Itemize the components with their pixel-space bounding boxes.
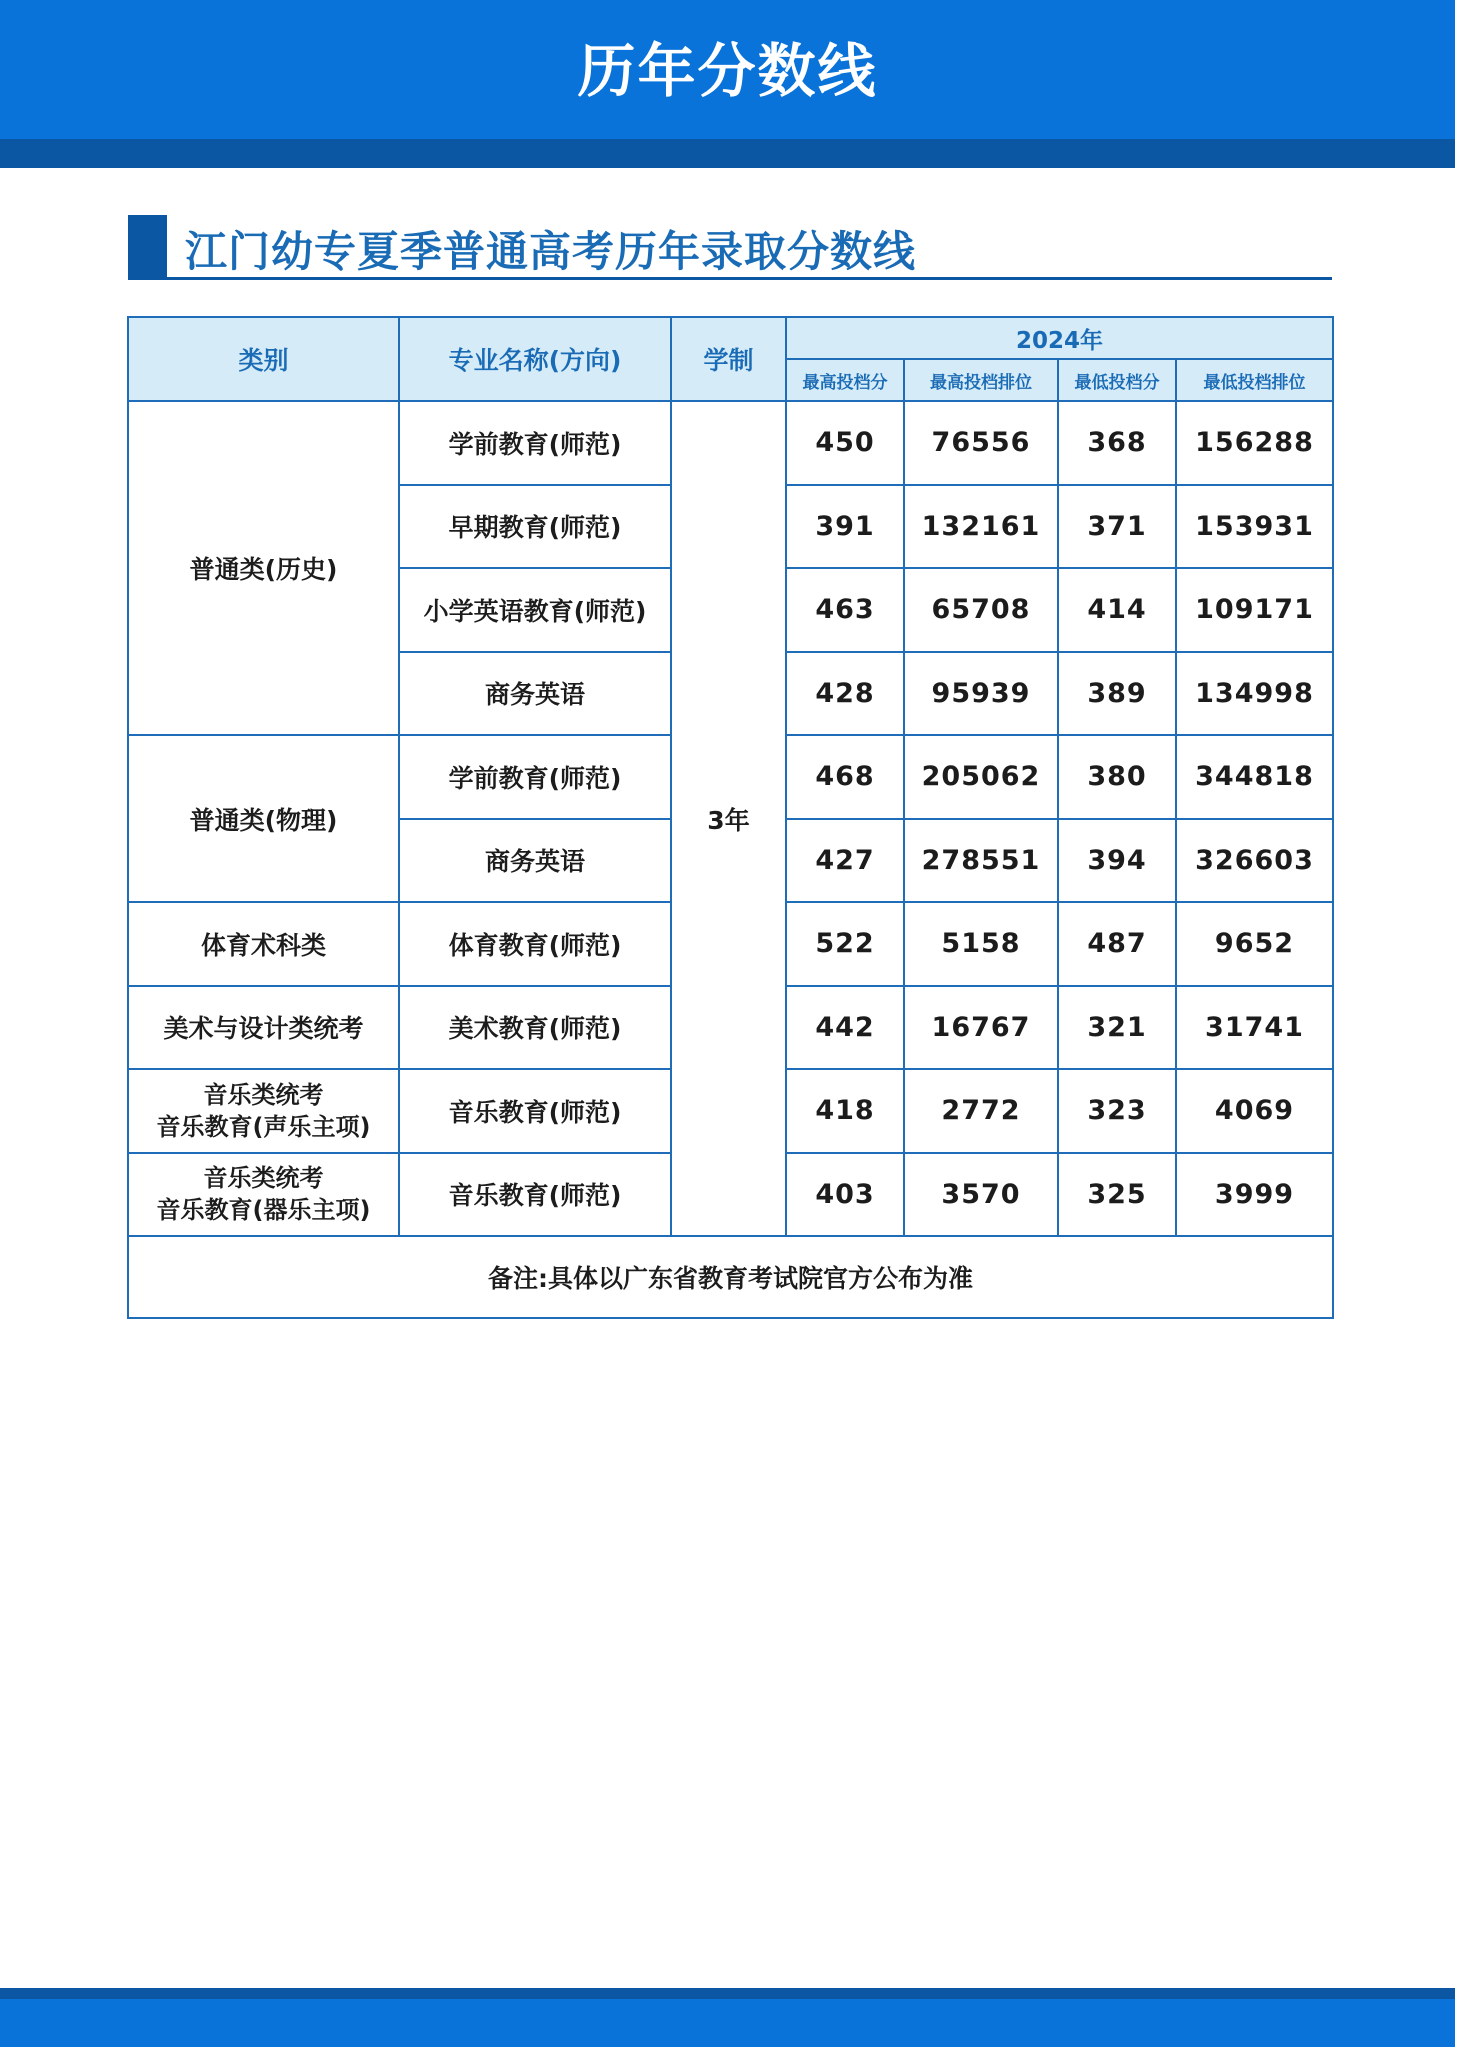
major-cell: 美术教育(师范) bbox=[399, 986, 671, 1070]
min-rank-cell: 134998 bbox=[1176, 652, 1333, 736]
header-min-rank: 最低投档排位 bbox=[1176, 359, 1333, 401]
max-score-cell: 428 bbox=[786, 652, 904, 736]
category-cell bbox=[128, 1069, 399, 1153]
major-cell: 体育教育(师范) bbox=[399, 902, 671, 986]
max-rank-cell: 95939 bbox=[904, 652, 1058, 736]
min-score-cell: 380 bbox=[1058, 735, 1176, 819]
max-rank-cell: 65708 bbox=[904, 568, 1058, 652]
header-duration: 学制 bbox=[671, 317, 786, 401]
min-rank-cell: 9652 bbox=[1176, 902, 1333, 986]
category-cell: 美术与设计类统考 bbox=[128, 986, 399, 1070]
min-score-cell: 321 bbox=[1058, 986, 1176, 1070]
min-rank-cell: 31741 bbox=[1176, 986, 1333, 1070]
page-title: 历年分数线 bbox=[577, 36, 878, 105]
max-rank-cell: 76556 bbox=[904, 401, 1058, 485]
major-cell: 商务英语 bbox=[399, 819, 671, 903]
bottom-banner bbox=[0, 1999, 1455, 2047]
max-rank-cell: 16767 bbox=[904, 986, 1058, 1070]
table-row bbox=[128, 401, 1333, 485]
header-max-score: 最高投档分 bbox=[786, 359, 904, 401]
max-rank-cell: 2772 bbox=[904, 1069, 1058, 1153]
max-rank-cell: 132161 bbox=[904, 485, 1058, 569]
major-cell: 小学英语教育(师范) bbox=[399, 568, 671, 652]
min-score-cell: 487 bbox=[1058, 902, 1176, 986]
max-rank-cell: 3570 bbox=[904, 1153, 1058, 1237]
duration-cell: 3年 bbox=[671, 401, 786, 1236]
major-cell: 音乐教育(师范) bbox=[399, 1069, 671, 1153]
section-title-text: 江门幼专夏季普通高考历年录取分数线 bbox=[185, 227, 917, 276]
category-line-2: 音乐教育(器乐主项) bbox=[156, 1196, 371, 1225]
admission-scores-table bbox=[127, 316, 1334, 1319]
max-score-cell: 463 bbox=[786, 568, 904, 652]
category-cell: 体育术科类 bbox=[128, 902, 399, 986]
min-rank-cell: 109171 bbox=[1176, 568, 1333, 652]
header-year: 2024年 bbox=[786, 317, 1333, 359]
note-row bbox=[128, 1236, 1333, 1318]
category-line-1: 音乐类统考 bbox=[203, 1164, 324, 1193]
top-banner bbox=[0, 0, 1455, 139]
min-rank-cell: 3999 bbox=[1176, 1153, 1333, 1237]
max-rank-cell: 5158 bbox=[904, 902, 1058, 986]
section-heading bbox=[128, 215, 1332, 280]
category-cell bbox=[128, 1153, 399, 1237]
heading-marker bbox=[128, 215, 167, 280]
category-cell: 普通类(历史) bbox=[128, 401, 399, 735]
max-score-cell: 391 bbox=[786, 485, 904, 569]
max-score-cell: 418 bbox=[786, 1069, 904, 1153]
min-rank-cell: 326603 bbox=[1176, 819, 1333, 903]
major-cell: 学前教育(师范) bbox=[399, 735, 671, 819]
max-rank-cell: 278551 bbox=[904, 819, 1058, 903]
header-category: 类别 bbox=[128, 317, 399, 401]
max-score-cell: 442 bbox=[786, 986, 904, 1070]
major-cell: 商务英语 bbox=[399, 652, 671, 736]
header-major: 专业名称(方向) bbox=[399, 317, 671, 401]
max-score-cell: 450 bbox=[786, 401, 904, 485]
heading-underline bbox=[167, 277, 1332, 280]
note-text: 备注:具体以广东省教育考试院官方公布为准 bbox=[128, 1236, 1333, 1318]
major-cell: 学前教育(师范) bbox=[399, 401, 671, 485]
major-cell: 早期教育(师范) bbox=[399, 485, 671, 569]
max-score-cell: 468 bbox=[786, 735, 904, 819]
min-score-cell: 323 bbox=[1058, 1069, 1176, 1153]
max-score-cell: 427 bbox=[786, 819, 904, 903]
min-rank-cell: 344818 bbox=[1176, 735, 1333, 819]
min-score-cell: 325 bbox=[1058, 1153, 1176, 1237]
top-band-divider bbox=[0, 139, 1455, 168]
max-score-cell: 403 bbox=[786, 1153, 904, 1237]
category-line-1: 音乐类统考 bbox=[203, 1080, 324, 1109]
bottom-band-divider bbox=[0, 1988, 1455, 1999]
header-max-rank: 最高投档排位 bbox=[904, 359, 1058, 401]
min-rank-cell: 4069 bbox=[1176, 1069, 1333, 1153]
min-score-cell: 389 bbox=[1058, 652, 1176, 736]
major-cell: 音乐教育(师范) bbox=[399, 1153, 671, 1237]
min-score-cell: 414 bbox=[1058, 568, 1176, 652]
min-rank-cell: 156288 bbox=[1176, 401, 1333, 485]
min-score-cell: 394 bbox=[1058, 819, 1176, 903]
category-line-2: 音乐教育(声乐主项) bbox=[156, 1112, 371, 1141]
max-rank-cell: 205062 bbox=[904, 735, 1058, 819]
header-min-score: 最低投档分 bbox=[1058, 359, 1176, 401]
max-score-cell: 522 bbox=[786, 902, 904, 986]
min-score-cell: 371 bbox=[1058, 485, 1176, 569]
category-cell: 普通类(物理) bbox=[128, 735, 399, 902]
min-score-cell: 368 bbox=[1058, 401, 1176, 485]
min-rank-cell: 153931 bbox=[1176, 485, 1333, 569]
